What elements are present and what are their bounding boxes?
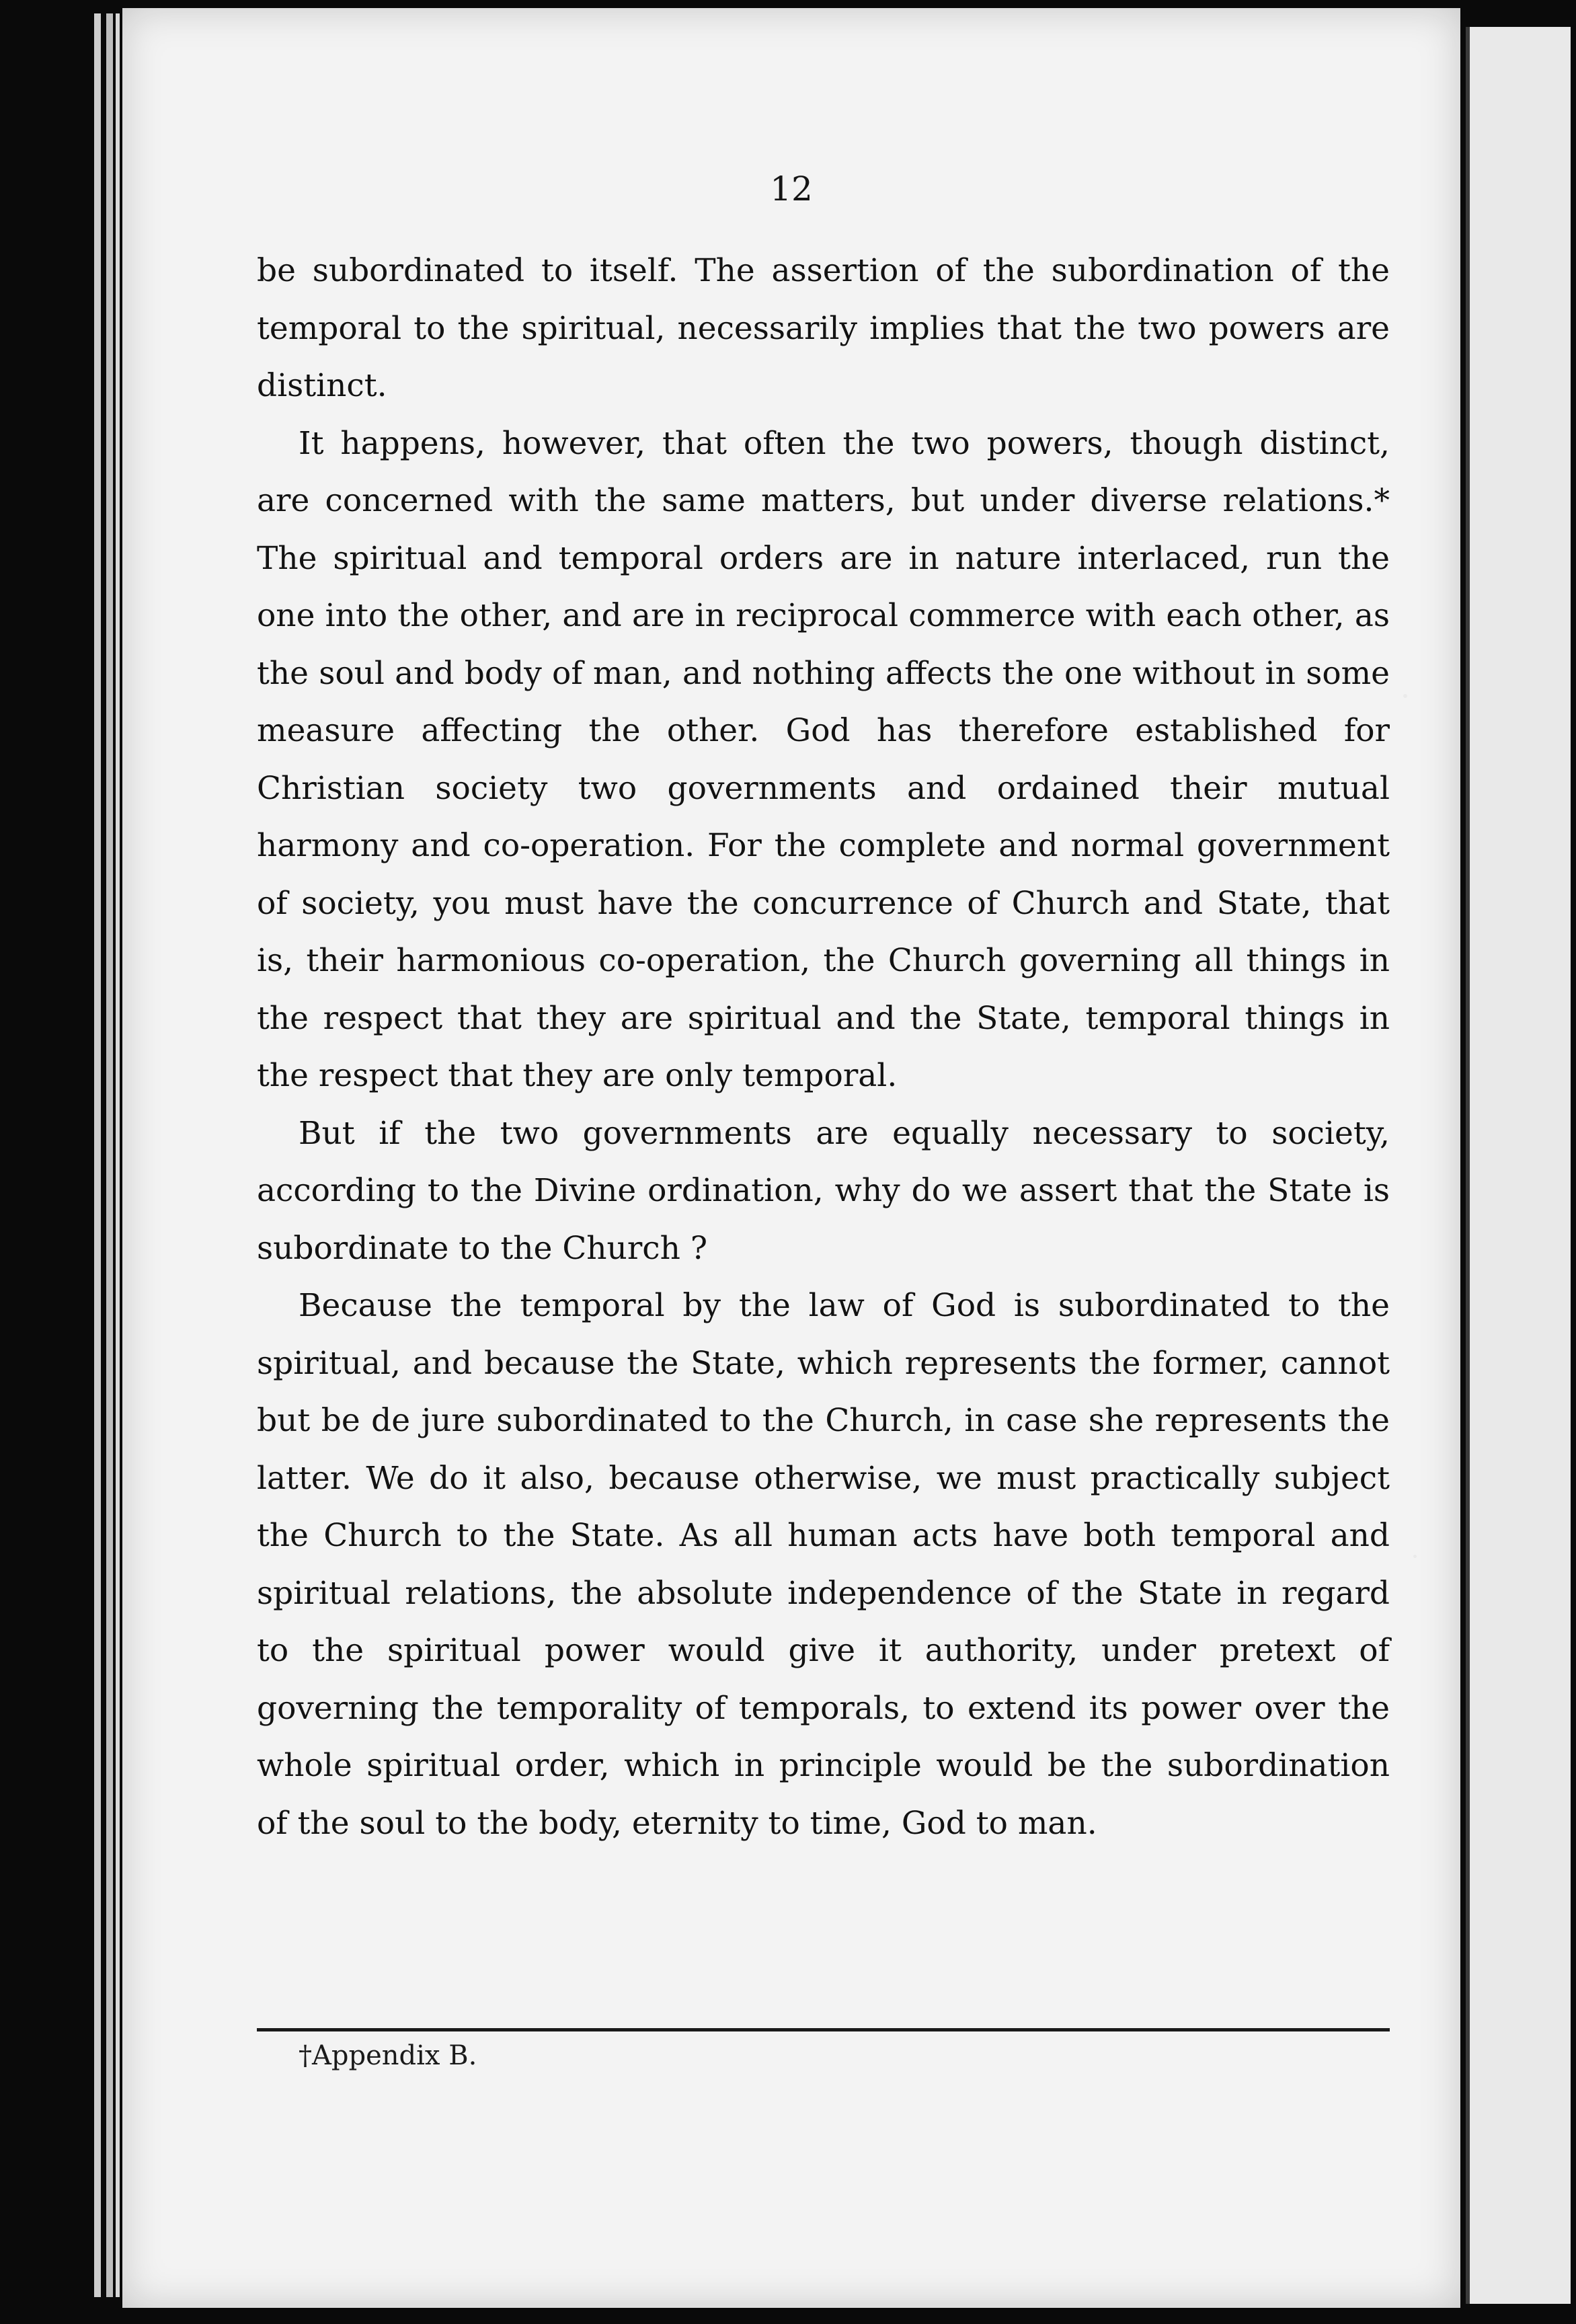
- paragraph: But if the two governments are equally necessary to society, according to the Divine ordination, why do we assert that the State is subordinate to the Church ?: [257, 1114, 1390, 1267]
- book-page: [122, 8, 1460, 2308]
- next-page-edge: [1466, 27, 1571, 2304]
- body-text: [257, 242, 1390, 1852]
- paragraph: be subordinated to itself. The assertion of the subordination of the temporal to the spiritual, necessarily implies that the two powers are distinct.: [257, 252, 1390, 404]
- page-edge: [116, 13, 120, 2297]
- paragraph: It happens, however, that often the two powers, though distinct, are concerned with the same matters, but under diverse relations.* The spiritual and temporal orders are in nature interlaced, run the one into the other, and are in reciprocal commerce with each other, as the soul and body of man, and nothing affects the one without in some measure affecting the other. God has therefore established for Christian society two governments and ordained their mutual harmony and co-operation. For the complete and normal government of society, you must have the concurrence of Church and State, that is, their harmonious co-operation, the Church governing all things in the respect that they are spiritual and the State, temporal things in the respect that they are only temporal.: [257, 424, 1390, 1094]
- scan-speck: [1403, 694, 1407, 698]
- footnote: †Appendix B.: [299, 2040, 477, 2071]
- page-number: 12: [770, 169, 813, 208]
- paragraph: Because the temporal by the law of God is subordinated to the spiritual, and because the State, which represents the former, cannot but be de jure subordinated to the Church, in case she represents the latter. We do it also, because otherwise, we must practically subject the Church to the State. As all human acts have both temporal and spiritual relations, the absolute independence of the State in regard to the spiritual power would give it authority, under pretext of governing the temporality of temporals, to extend its power over the whole spiritual order, which in principle would be the subordination of the soul to the body, eternity to time, God to man.: [257, 1287, 1390, 1842]
- page-edge: [106, 13, 113, 2297]
- page-edge: [94, 13, 101, 2297]
- scan-speck: [1413, 1555, 1417, 1558]
- footnote-divider: [257, 2028, 1390, 2031]
